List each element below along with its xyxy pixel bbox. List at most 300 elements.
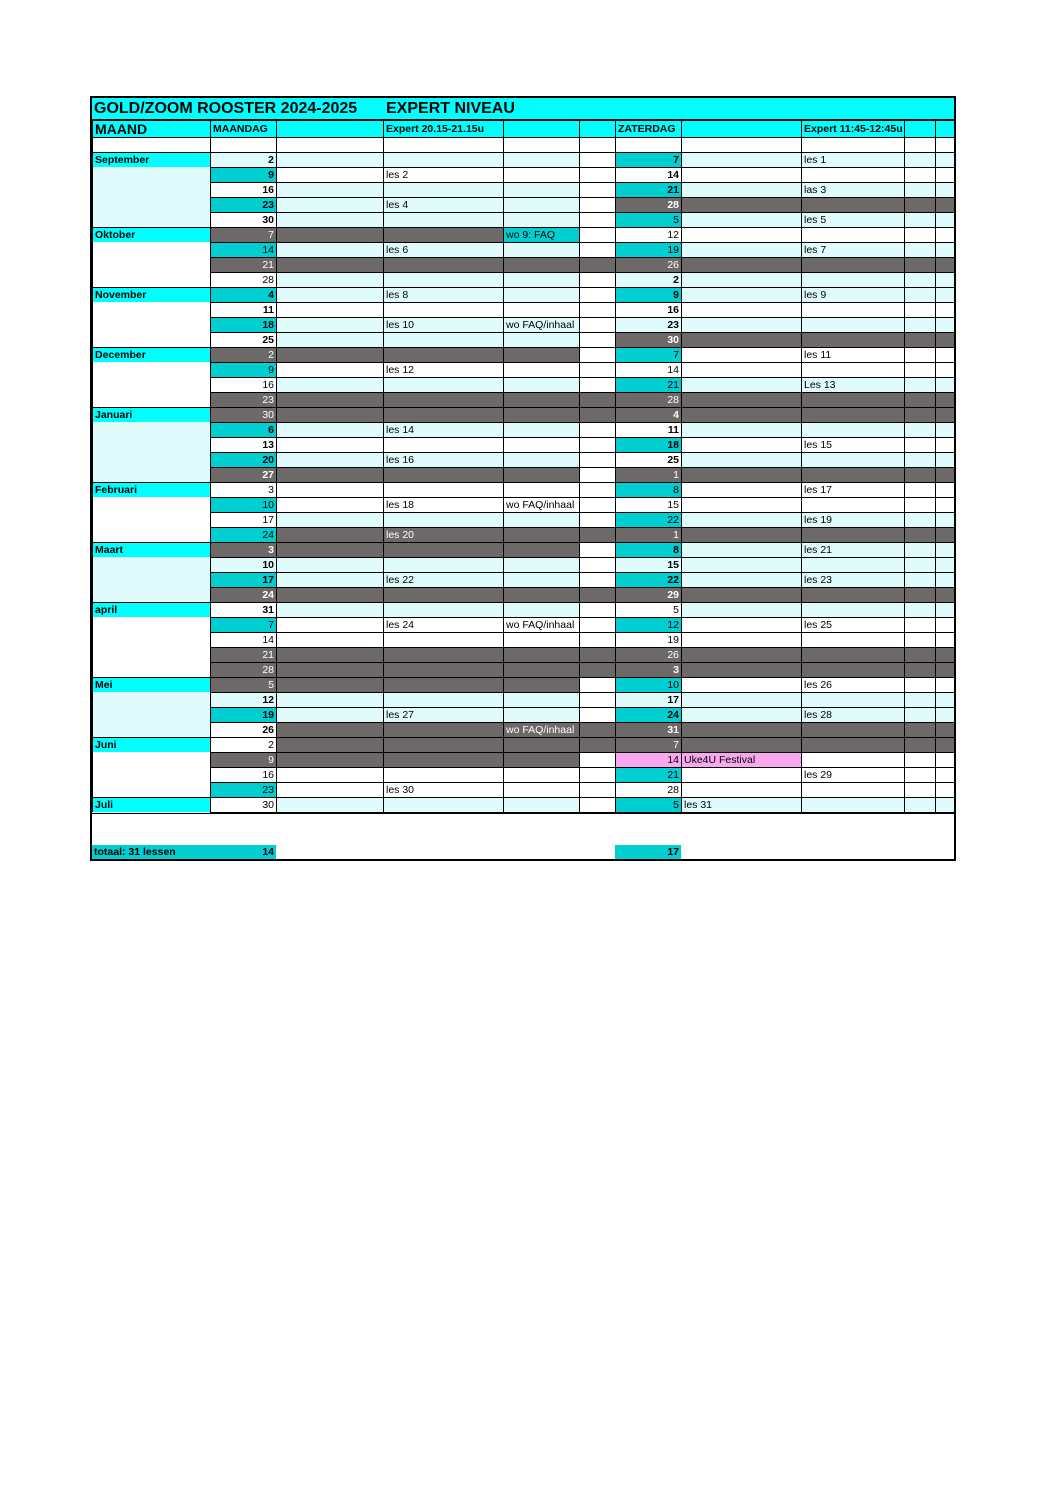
- saturday-lesson: [802, 662, 905, 677]
- extra-cell: [936, 497, 955, 512]
- monday-lesson: les 14: [384, 422, 504, 437]
- monday-lesson: [384, 332, 504, 347]
- monday-lesson: [384, 647, 504, 662]
- extra-cell: [905, 632, 936, 647]
- monday-lesson: les 24: [384, 617, 504, 632]
- extra-cell: [936, 437, 955, 452]
- schedule-row: [93, 362, 955, 377]
- gap-cell: [580, 632, 616, 647]
- monday-spacer: [277, 392, 384, 407]
- month-label: Mei: [93, 678, 210, 692]
- extra-cell: [905, 422, 936, 437]
- extra-cell: [905, 557, 936, 572]
- monday-date: 11: [211, 302, 277, 317]
- extra-cell: [905, 332, 936, 347]
- gap-cell: [580, 707, 616, 722]
- monday-note: [504, 362, 580, 377]
- monday-spacer: [277, 452, 384, 467]
- schedule-row: [93, 557, 955, 572]
- monday-note: [504, 257, 580, 272]
- saturday-note: [682, 152, 802, 167]
- monday-lesson: [384, 482, 504, 497]
- schedule-row: [93, 242, 955, 257]
- schedule-row: [93, 227, 955, 242]
- saturday-date: 8: [616, 542, 682, 557]
- saturday-note: [682, 767, 802, 782]
- gap-cell: [580, 317, 616, 332]
- saturday-note: [682, 707, 802, 722]
- gap-cell: [580, 272, 616, 287]
- saturday-lesson: les 5: [802, 212, 905, 227]
- saturday-lesson: [802, 452, 905, 467]
- monday-spacer: [277, 632, 384, 647]
- extra-cell: [936, 632, 955, 647]
- schedule-row: [93, 632, 955, 647]
- monday-lesson: [384, 152, 504, 167]
- monday-date: 6: [211, 422, 277, 437]
- monday-lesson: les 8: [384, 287, 504, 302]
- monday-note: [504, 527, 580, 542]
- saturday-note: [682, 482, 802, 497]
- schedule-row: [93, 527, 955, 542]
- monday-spacer: [277, 227, 384, 242]
- monday-lesson: [384, 227, 504, 242]
- monday-date: 25: [211, 332, 277, 347]
- saturday-date: 22: [616, 512, 682, 527]
- gap-cell: [580, 722, 616, 737]
- monday-note: [504, 302, 580, 317]
- saturday-note: [682, 332, 802, 347]
- extra-cell: [936, 287, 955, 302]
- saturday-date: 10: [616, 677, 682, 692]
- extra-cell: [936, 407, 955, 422]
- saturday-lesson: les 11: [802, 347, 905, 362]
- schedule-row: [93, 167, 955, 182]
- month-cell: [93, 347, 211, 407]
- level-title: EXPERT NIVEAU: [386, 100, 515, 117]
- schedule-row: [93, 797, 955, 812]
- saturday-note: [682, 677, 802, 692]
- monday-date: 30: [211, 797, 277, 812]
- schedule-row: [93, 662, 955, 677]
- saturday-note: [682, 512, 802, 527]
- month-cell: [93, 482, 211, 542]
- monday-lesson: [384, 182, 504, 197]
- saturday-lesson: [802, 797, 905, 812]
- monday-note: wo FAQ/inhaal: [504, 497, 580, 512]
- gap-cell: [580, 677, 616, 692]
- saturday-lesson: les 19: [802, 512, 905, 527]
- gap-cell: [580, 332, 616, 347]
- monday-date: 21: [211, 647, 277, 662]
- extra-cell: [905, 227, 936, 242]
- saturday-lesson: [802, 317, 905, 332]
- monday-note: wo 9: FAQ: [504, 227, 580, 242]
- schedule-row: [93, 572, 955, 587]
- extra-cell: [936, 557, 955, 572]
- extra-cell: [936, 167, 955, 182]
- schedule-row: [93, 272, 955, 287]
- extra-cell: [905, 572, 936, 587]
- monday-date: 17: [211, 512, 277, 527]
- extra-cell: [936, 722, 955, 737]
- schedule-row: [93, 182, 955, 197]
- monday-spacer: [277, 767, 384, 782]
- saturday-date: 12: [616, 617, 682, 632]
- schedule-row: [93, 257, 955, 272]
- saturday-note: [682, 602, 802, 617]
- monday-spacer: [277, 347, 384, 362]
- monday-lesson: les 30: [384, 782, 504, 797]
- saturday-note: [682, 212, 802, 227]
- monday-date: 17: [211, 572, 277, 587]
- monday-note: [504, 737, 580, 752]
- extra-cell: [936, 362, 955, 377]
- extra-cell: [905, 437, 936, 452]
- monday-note: [504, 197, 580, 212]
- gap-cell: [580, 287, 616, 302]
- gap-cell: [580, 797, 616, 812]
- extra-cell: [936, 647, 955, 662]
- extra-cell: [936, 692, 955, 707]
- gap-cell: [580, 437, 616, 452]
- extra-cell: [936, 392, 955, 407]
- schedule-row: [93, 212, 955, 227]
- saturday-note: [682, 617, 802, 632]
- saturday-date: 15: [616, 557, 682, 572]
- saturday-note: [682, 527, 802, 542]
- saturday-date: 14: [616, 362, 682, 377]
- monday-date: 23: [211, 392, 277, 407]
- extra-cell: [905, 377, 936, 392]
- saturday-note: Uke4U Festival: [682, 752, 802, 767]
- saturday-date: [616, 138, 682, 153]
- saturday-lesson: [802, 752, 905, 767]
- gap-cell: [580, 512, 616, 527]
- saturday-date: 26: [616, 257, 682, 272]
- month-label: September: [93, 153, 210, 167]
- monday-spacer: [277, 422, 384, 437]
- monday-lesson: [384, 737, 504, 752]
- gap-cell: [580, 347, 616, 362]
- monday-spacer: [277, 527, 384, 542]
- saturday-date: 31: [616, 722, 682, 737]
- schedule-row: [93, 407, 955, 422]
- saturday-date: 5: [616, 602, 682, 617]
- extra-cell: [936, 317, 955, 332]
- saturday-date: 11: [616, 422, 682, 437]
- saturday-lesson: [802, 422, 905, 437]
- saturday-note: [682, 167, 802, 182]
- monday-note: [504, 512, 580, 527]
- schedule-title: GOLD/ZOOM ROOSTER 2024-2025: [94, 100, 358, 117]
- monday-spacer: [277, 707, 384, 722]
- monday-note: [504, 452, 580, 467]
- monday-spacer: [277, 797, 384, 812]
- saturday-lesson: [802, 257, 905, 272]
- monday-note: [504, 467, 580, 482]
- extra-cell: [905, 152, 936, 167]
- monday-note: [504, 797, 580, 812]
- schedule-row: [93, 332, 955, 347]
- monday-note: [504, 287, 580, 302]
- monday-spacer: [277, 138, 384, 153]
- extra-cell: [905, 392, 936, 407]
- extra-cell: [905, 182, 936, 197]
- extra-cell: [905, 287, 936, 302]
- monday-lesson: [384, 632, 504, 647]
- monday-spacer: [277, 647, 384, 662]
- extra-cell: [936, 752, 955, 767]
- saturday-note: [682, 407, 802, 422]
- month-cell: [93, 797, 211, 812]
- saturday-note: [682, 542, 802, 557]
- monday-spacer: [277, 617, 384, 632]
- schedule-row: [93, 707, 955, 722]
- saturday-lesson: Les 13: [802, 377, 905, 392]
- gap-cell: [580, 737, 616, 752]
- totals-table: [92, 813, 954, 860]
- monday-date: 14: [211, 242, 277, 257]
- schedule-row: [93, 452, 955, 467]
- extra-cell: [905, 467, 936, 482]
- monday-note: [504, 152, 580, 167]
- gap-cell: [580, 572, 616, 587]
- gap-cell: [580, 242, 616, 257]
- saturday-note: [682, 692, 802, 707]
- saturday-note: [682, 587, 802, 602]
- monday-note: [504, 437, 580, 452]
- monday-date: 27: [211, 467, 277, 482]
- saturday-note: [682, 662, 802, 677]
- monday-note: [504, 662, 580, 677]
- gap-cell: [580, 257, 616, 272]
- monday-date: 7: [211, 227, 277, 242]
- schedule-row: [93, 677, 955, 692]
- monday-lesson: les 6: [384, 242, 504, 257]
- schedule-row: [93, 737, 955, 752]
- monday-date: 5: [211, 677, 277, 692]
- gap-cell: [580, 662, 616, 677]
- saturday-lesson: les 17: [802, 482, 905, 497]
- extra-cell: [905, 138, 936, 153]
- saturday-note: [682, 572, 802, 587]
- extra-cell: [936, 182, 955, 197]
- gap-cell: [580, 182, 616, 197]
- monday-note: [504, 332, 580, 347]
- monday-date: 30: [211, 212, 277, 227]
- schedule-row: [93, 467, 955, 482]
- month-cell: [93, 138, 211, 153]
- extra-cell: [936, 138, 955, 153]
- monday-lesson: les 20: [384, 527, 504, 542]
- schedule-row: [93, 542, 955, 557]
- monday-lesson: [384, 587, 504, 602]
- saturday-date: 29: [616, 587, 682, 602]
- extra-cell: [905, 512, 936, 527]
- monday-date: 30: [211, 407, 277, 422]
- monday-note: [504, 182, 580, 197]
- saturday-lesson: [802, 527, 905, 542]
- saturday-date: 19: [616, 242, 682, 257]
- extra-cell: [905, 482, 936, 497]
- saturday-note: [682, 392, 802, 407]
- monday-spacer: [277, 257, 384, 272]
- extra-cell: [936, 662, 955, 677]
- gap-cell: [580, 782, 616, 797]
- monday-spacer: [277, 332, 384, 347]
- monday-note: [504, 767, 580, 782]
- saturday-note: [682, 377, 802, 392]
- extra-cell: [936, 422, 955, 437]
- saturday-date: 12: [616, 227, 682, 242]
- gap-cell: [580, 392, 616, 407]
- monday-date: 23: [211, 782, 277, 797]
- gap-cell: [580, 407, 616, 422]
- monday-lesson: [384, 257, 504, 272]
- gap-cell: [580, 212, 616, 227]
- saturday-note: [682, 632, 802, 647]
- totals-label: totaal: 31 lessen: [92, 845, 210, 859]
- monday-date: 4: [211, 287, 277, 302]
- monday-note: [504, 707, 580, 722]
- monday-date: 13: [211, 437, 277, 452]
- monday-spacer: [277, 302, 384, 317]
- gap-cell: [580, 422, 616, 437]
- title-bar: [92, 98, 954, 120]
- extra-cell: [905, 242, 936, 257]
- saturday-lesson: les 29: [802, 767, 905, 782]
- saturday-lesson: [802, 227, 905, 242]
- extra-cell: [905, 782, 936, 797]
- monday-spacer: [277, 407, 384, 422]
- gap-cell: [580, 482, 616, 497]
- monday-date: 23: [211, 197, 277, 212]
- extra-cell: [936, 677, 955, 692]
- monday-lesson: [384, 662, 504, 677]
- saturday-date: 7: [616, 737, 682, 752]
- saturday-date: 23: [616, 317, 682, 332]
- monday-spacer: [277, 437, 384, 452]
- monday-date: 26: [211, 722, 277, 737]
- monday-spacer: [277, 512, 384, 527]
- saturday-lesson: [802, 167, 905, 182]
- gap-cell: [580, 497, 616, 512]
- extra-cell: [905, 257, 936, 272]
- saturday-date: 5: [616, 212, 682, 227]
- saturday-note: [682, 497, 802, 512]
- monday-lesson: [384, 692, 504, 707]
- extra-cell: [936, 542, 955, 557]
- monday-note: [504, 242, 580, 257]
- monday-spacer: [277, 482, 384, 497]
- monday-lesson: [384, 677, 504, 692]
- gap-cell: [580, 557, 616, 572]
- monday-lesson: [384, 347, 504, 362]
- monday-date: 21: [211, 257, 277, 272]
- schedule-row: [93, 782, 955, 797]
- saturday-note: les 31: [682, 797, 802, 812]
- monday-spacer: [277, 782, 384, 797]
- monday-lesson: les 16: [384, 452, 504, 467]
- saturday-lesson: [802, 647, 905, 662]
- schedule-table: [92, 120, 955, 813]
- monday-note: [504, 377, 580, 392]
- saturday-date: 14: [616, 167, 682, 182]
- saturday-date: 21: [616, 182, 682, 197]
- extra-cell: [905, 497, 936, 512]
- saturday-note: [682, 347, 802, 362]
- monday-date: 24: [211, 587, 277, 602]
- extra-cell: [905, 797, 936, 812]
- totals-row: [92, 845, 954, 859]
- monday-date: 10: [211, 557, 277, 572]
- monday-date: 7: [211, 617, 277, 632]
- monday-time-header: Expert 20.15-21.15u: [384, 121, 504, 138]
- saturday-date: 1: [616, 527, 682, 542]
- saturday-date: 5: [616, 797, 682, 812]
- monday-date: 9: [211, 362, 277, 377]
- monday-spacer: [277, 362, 384, 377]
- monday-lesson: les 4: [384, 197, 504, 212]
- monday-total: 14: [210, 845, 276, 859]
- monday-lesson: [384, 797, 504, 812]
- month-label: april: [93, 603, 210, 617]
- saturday-note: [682, 737, 802, 752]
- saturday-lesson: les 26: [802, 677, 905, 692]
- monday-lesson: [384, 467, 504, 482]
- monday-note: [504, 482, 580, 497]
- monday-note: [504, 647, 580, 662]
- extra-cell: [905, 677, 936, 692]
- extra-cell: [905, 617, 936, 632]
- monday-lesson: les 27: [384, 707, 504, 722]
- monday-date: 16: [211, 377, 277, 392]
- saturday-note: [682, 287, 802, 302]
- saturday-date: 24: [616, 707, 682, 722]
- month-label: Juli: [93, 798, 210, 812]
- saturday-lesson: [802, 197, 905, 212]
- schedule-row: [93, 647, 955, 662]
- schedule-row: [93, 617, 955, 632]
- extra-cell: [936, 152, 955, 167]
- schedule-row: [93, 602, 955, 617]
- saturday-lesson: [802, 737, 905, 752]
- schedule-row: [93, 422, 955, 437]
- monday-note: [504, 167, 580, 182]
- schedule-row: [93, 287, 955, 302]
- monday-date: 2: [211, 347, 277, 362]
- extra-cell: [905, 302, 936, 317]
- month-cell: [93, 407, 211, 482]
- extra-cell: [936, 212, 955, 227]
- extra-cell: [905, 662, 936, 677]
- schedule-row: [93, 752, 955, 767]
- monday-date: 2: [211, 152, 277, 167]
- monday-spacer: [277, 242, 384, 257]
- monday-spacer: [277, 677, 384, 692]
- extra-cell: [905, 767, 936, 782]
- month-label: Maart: [93, 543, 210, 557]
- saturday-lesson: les 23: [802, 572, 905, 587]
- gap-cell: [580, 452, 616, 467]
- monday-note: [504, 347, 580, 362]
- monday-spacer: [277, 557, 384, 572]
- monday-note: [504, 557, 580, 572]
- saturday-note: [682, 782, 802, 797]
- monday-date: 31: [211, 602, 277, 617]
- schedule-row: [93, 512, 955, 527]
